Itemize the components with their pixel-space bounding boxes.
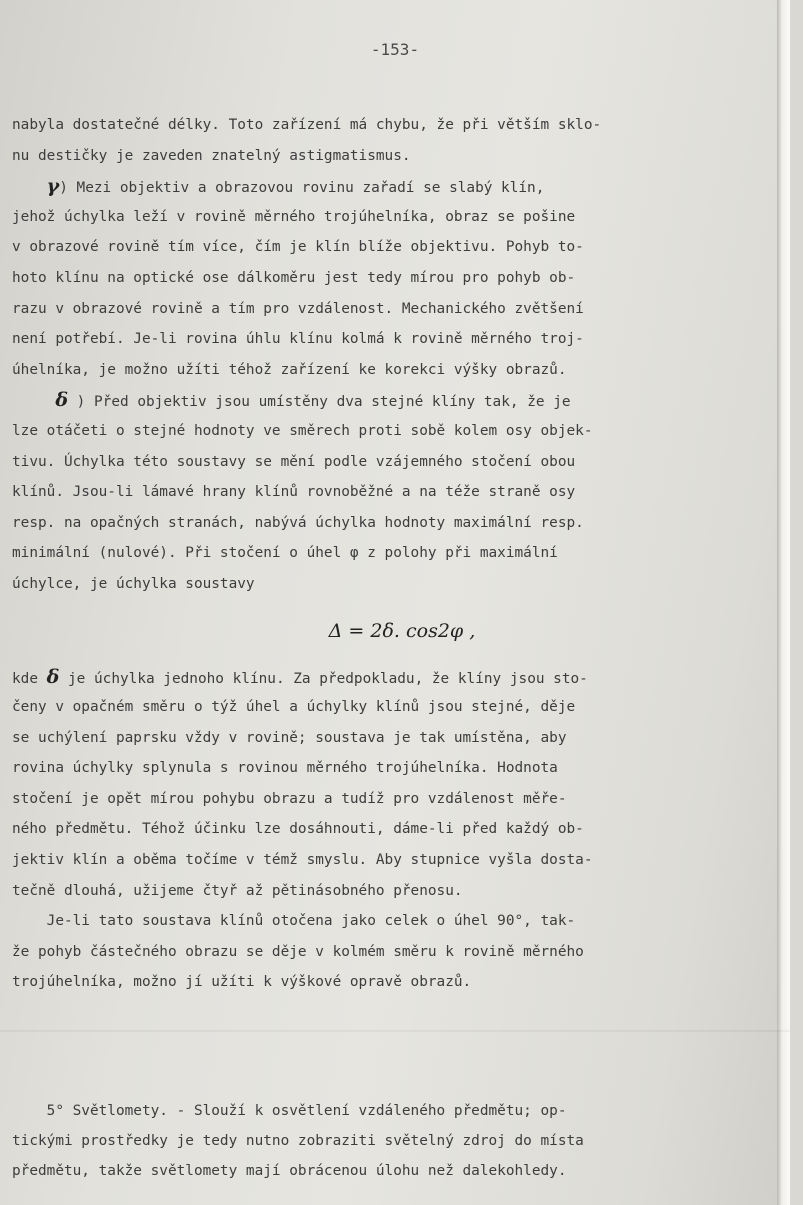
page-edge: [777, 0, 790, 1205]
text-line: klínů. Jsou-li lámavé hrany klínů rovnoběžné a na téže straně osy: [12, 484, 576, 501]
text-line: čeny v opačném směru o týž úhel a úchylky klínů jsou stejné, děje: [12, 699, 576, 716]
text-line: úchylce, je úchylka soustavy: [12, 575, 255, 592]
text-line: lze otáčeti o stejné hodnoty ve směrech proti sobě kolem osy objek-: [12, 422, 593, 439]
text-run: ) Před objektiv jsou umístěny dva stejné klíny tak, že je: [68, 394, 571, 411]
text-line: není potřebí. Je-li rovina úhlu klínu kolmá k rovině měrného troj-: [12, 331, 584, 348]
text-run: kde: [12, 670, 47, 687]
text-line: předmětu, takže světlomety mají obrácenou úlohu než dalekohledy.: [12, 1163, 567, 1179]
text-line: trojúhelníka, možno jí užíti k výškové opravě obrazů.: [12, 974, 472, 991]
text-run: je úchylka jednoho klínu. Za předpokladu, že klíny jsou sto-: [59, 670, 588, 687]
text-run: ) Mezi objektiv a obrazovou rovinu zařadí se slabý klín,: [59, 180, 545, 197]
text-line: se uchýlení paprsku vždy v rovině; soustava je tak umístěna, aby: [12, 729, 567, 746]
text-line: úhelníka, je možno užíti téhož zařízení ke korekci výšky obrazů.: [12, 361, 567, 378]
text-line: 5° Světlomety. - Slouží k osvětlení vzdáleného předmětu; op-: [12, 1103, 567, 1119]
paragraph-kde-first-line: [12, 662, 772, 693]
delta-marker: δ: [55, 389, 69, 412]
text-line: nabyla dostatečné délky. Toto zařízení má chybu, že při větším sklo-: [12, 117, 602, 133]
text-line: ného předmětu. Téhož účinku lze dosáhnouti, dáme-li před každý ob-: [12, 821, 584, 838]
text-line: razu v obrazové rovině a tím pro vzdálenost. Mechanického zvětšení: [12, 300, 584, 317]
text-line: rovina úchylky splynula s rovinou měrného trojúhelníka. Hodnota: [12, 760, 558, 777]
text-line: tickými prostředky je tedy nutno zobraziti světelný zdroj do místa: [12, 1133, 584, 1149]
paragraph-gamma-first-line: [12, 171, 772, 202]
text-line: jehož úchylka leží v rovině měrného trojúhelníka, obraz se pošine: [12, 208, 576, 225]
section-5-text: [12, 1096, 772, 1186]
formula: Δ = 2δ. cos2φ ,: [328, 619, 476, 642]
text-line: minimální (nulové). Při stočení o úhel φ z polohy při maximální: [12, 545, 558, 562]
text-line: stočení je opět mírou pohybu obrazu a tudíž pro vzdálenost měře-: [12, 790, 567, 807]
text-line: resp. na opačných stranách, nabývá úchylka hodnoty maximální resp.: [12, 514, 584, 531]
delta-symbol: δ: [46, 665, 60, 688]
text-line: tečně dlouhá, užijeme čtyř až pětinásobného přenosu.: [12, 882, 463, 899]
text-line: jektiv klín a oběma točíme v témž smyslu. Aby stupnice vyšla dosta-: [12, 852, 593, 869]
text-line: Je-li tato soustava klínů otočena jako celek o úhel 90°, tak-: [12, 913, 576, 930]
text-line: že pohyb částečného obrazu se děje v kolmém směru k rovině měrného: [12, 943, 584, 960]
text-line: nu destičky je zaveden znatelný astigmatismus.: [12, 147, 411, 164]
page-number: -153-: [370, 40, 420, 59]
gamma-marker: γ: [46, 175, 60, 198]
paragraph-delta-first-line: [12, 385, 772, 416]
page-fold: [0, 1030, 790, 1032]
text-line: v obrazové rovině tím více, čím je klín blíže objektivu. Pohyb to-: [12, 239, 584, 256]
text-line: hoto klínu na optické ose dálkoměru jest tedy mírou pro pohyb ob-: [12, 269, 576, 286]
body-text: [12, 110, 772, 998]
text-line: tivu. Úchylka této soustavy se mění podle vzájemného stočení obou: [12, 453, 576, 470]
